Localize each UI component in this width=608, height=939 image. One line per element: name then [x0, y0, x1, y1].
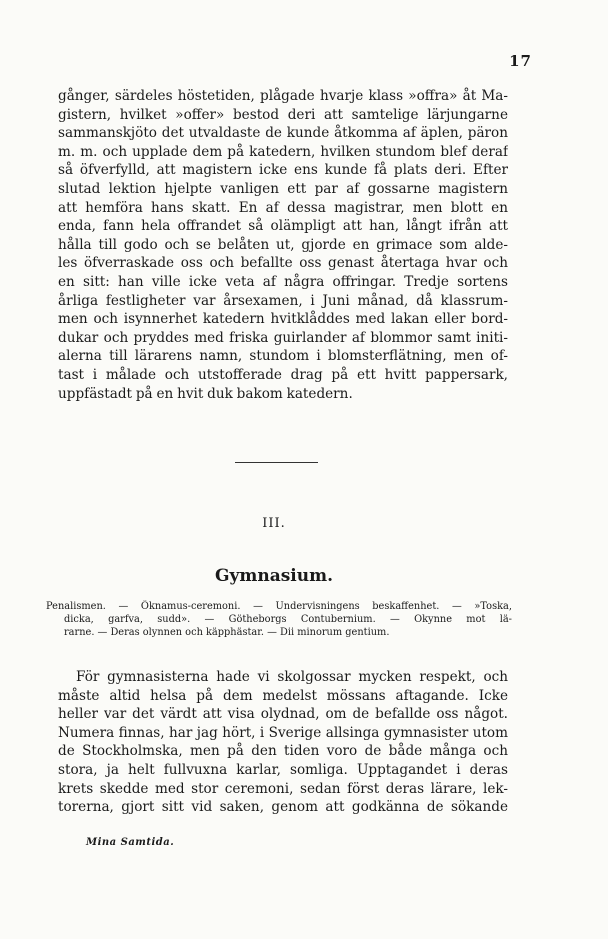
paragraph-2	[58, 668, 508, 817]
paragraph-1	[58, 87, 508, 403]
text-line: en sitt: han ville icke veta af några offringar. Tredje sortens	[58, 273, 508, 290]
text-line: slutad lektion hjelpte vanligen ett par af gossarne magistern	[58, 180, 508, 197]
chapter-summary	[46, 600, 512, 639]
text-line: måste altid helsa på dem medelst mössans aftagande. Icke	[58, 687, 508, 704]
summary-line: rarne. — Deras olynnen och käpphästar. — Dii minorum gentium.	[64, 627, 390, 638]
text-line: hålla till godo och se belåten ut, gjorde en grimace som alde-	[58, 236, 508, 253]
summary-line: Penalismen. — Öknamus-ceremoni. — Undervisningens beskaffenhet. — »Toska,	[46, 601, 512, 612]
text-line: krets skedde med stor ceremoni, sedan först deras lärare, lek-	[58, 780, 508, 797]
section-title: Gymnasium.	[214, 566, 334, 586]
text-line: torerna, gjort sitt vid saken, genom att godkänna de sökande	[58, 799, 508, 816]
text-line: enda, fann hela offrandet så olämpligt att han, långt ifrån att	[58, 218, 508, 235]
text-line: gånger, särdeles höstetiden, plågade hvarje klass »offra» åt Ma-	[58, 88, 508, 104]
signature-mark: Mina Samtida.	[86, 837, 175, 848]
text-line: les öfverraskade oss och befallte oss genast återtaga hvar och	[58, 255, 508, 272]
text-line: tast i målade och utstofferade drag på ett hvitt pappersark,	[58, 366, 508, 383]
text-line: de Stockholmska, men på den tiden voro de både många och	[58, 743, 508, 760]
text-line: uppfästadt på en hvit duk bakom katedern.	[58, 385, 353, 402]
text-line: så öfverfylld, att magistern icke ens kunde få plats deri. Efter	[58, 162, 508, 179]
text-line: stora, ja helt fullvuxna karlar, somliga. Upptagandet i deras	[58, 761, 508, 778]
text-line: heller var det värdt att visa olydnad, om de befallde oss något.	[58, 706, 508, 723]
text-line: årliga festligheter var årsexamen, i Juni månad, då klassrum-	[58, 292, 508, 309]
text-line: men och isynnerhet katedern hvitklåddes med lakan eller bord-	[58, 311, 508, 328]
page-number: 17	[509, 52, 532, 70]
text-line: att hemföra hans skatt. En af dessa magistrar, men blott en	[58, 199, 508, 216]
section-number: III.	[262, 516, 286, 531]
section-divider	[235, 462, 318, 463]
text-line: Numera finnas, har jag hört, i Sverige allsinga gymnasister utom	[58, 724, 508, 741]
summary-line: dicka, garfva, sudd». — Götheborgs Contubernium. — Okynne mot lä-	[64, 614, 512, 625]
text-line: dukar och pryddes med friska guirlander af blommor samt initi-	[58, 329, 508, 346]
text-line: alerna till lärarens namn, stundom i blomsterflätning, men of-	[58, 348, 508, 365]
text-line: m. m. och upplade dem på katedern, hvilken stundom blef deraf	[58, 143, 508, 160]
text-line: För gymnasisterna hade vi skolgossar mycken respekt, och	[76, 669, 508, 685]
text-line: gistern, hvilket »offer» bestod deri att samtelige lärjungarne	[58, 106, 508, 123]
text-line: sammanskjöto det utvaldaste de kunde åtkomma af äplen, päron	[58, 125, 508, 142]
